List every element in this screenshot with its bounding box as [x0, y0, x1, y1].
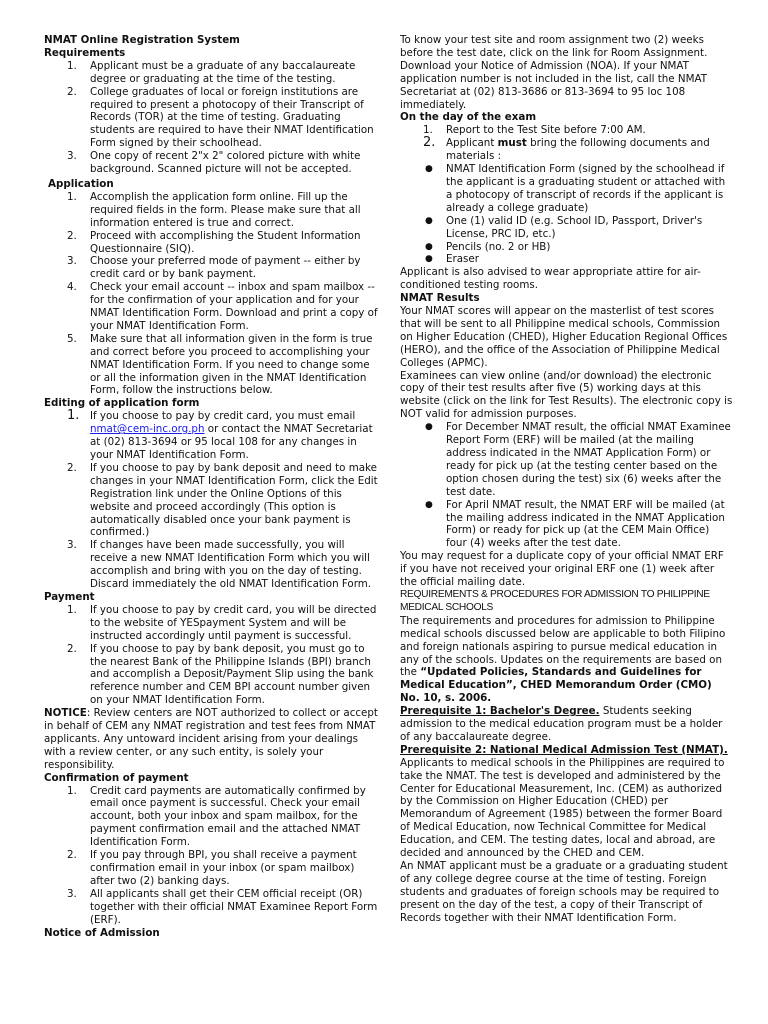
list-item: 1. If you choose to pay by credit card, you will be directed to the website of YESpayment System and will be instructed accordingly until payment is successful.	[67, 603, 377, 642]
list-item: 2. Applicant must bring the following documents and materials :	[423, 135, 710, 163]
requirements-heading: Requirements	[44, 46, 126, 59]
exam-day-list	[400, 124, 733, 163]
results-heading: NMAT Results	[400, 292, 480, 305]
notice-paragraph: NOTICE: Review centers are NOT authorized to collect or accept in behalf of CEM any NMAT registration and test fees from NMAT applicants. Any untoward incident arising from your dealings with a review center, or any such entity, is solely your responsibility.	[44, 707, 378, 771]
list-item: 3. One copy of recent 2"x 2" colored picture with white background. Scanned picture will not be accepted.	[67, 150, 361, 176]
list-item: 5. Make sure that all information given in the form is true and correct before you proceed to accomplishing your NMAT Identification Form. If you need to change some or all the information given in the NMAT Identification Form, follow the instructions below.	[67, 332, 373, 397]
list-item: 2. If you choose to pay by bank deposit and need to make changes in your NMAT Identification Form, click the Edit Registration link under the Online Options of this website and proceed accordingly (This option is automatically disabled once your bank payment is confirmed.)	[67, 461, 378, 539]
payment-list	[44, 604, 378, 707]
list-item: ● Eraser	[425, 253, 479, 266]
list-item: ● For April NMAT result, the NMAT ERF will be mailed (at the mailing address indicated in the NMAT Application Form) or ready for pick up (at the CEM Main Office) four (4) weeks after the test date.	[425, 498, 725, 550]
prerequisite-1: Prerequisite 1: Bachelor's Degree. Students seeking admission to the medical education program must be a holder of any baccalaureate degree.	[400, 705, 723, 743]
list-item: 2. If you choose to pay by bank deposit, you must go to the nearest Bank of the Philippine Islands (BPI) branch and accomplish a Deposit/Payment Slip using the bank reference number and CEM BPI account number given on your NMAT Identification Form.	[67, 642, 374, 707]
list-item: 3. Choose your preferred mode of payment -- either by credit card or by bank payment.	[67, 255, 361, 281]
list-item: ● NMAT Identification Form (signed by the schoolhead if the applicant is a graduating student or attached with a photocopy of transcript of records if the applicant is already a college graduate)	[425, 163, 726, 214]
list-item: ● One (1) valid ID (e.g. School ID, Passport, Driver's License, PRC ID, etc.)	[425, 214, 703, 240]
page-title: NMAT Online Registration System	[44, 34, 240, 46]
list-item: 4. Check your email account -- inbox and spam mailbox -- for the confirmation of your application and for your NMAT Identification Form. Download and print a copy of your NMAT Identification Form.	[67, 281, 378, 332]
payment-heading: Payment	[44, 590, 95, 603]
right-column	[400, 34, 733, 925]
list-item: 1. Applicant must be a graduate of any baccalaureate degree or graduating at the time of the testing.	[67, 59, 356, 85]
list-item: ● For December NMAT result, the official NMAT Examinee Report Form (ERF) will be mailed (at the mailing address indicated in the NMAT Application Form) or ready for pick up (at the testing center based on the option chosen during the test) six (6) weeks after the test date.	[425, 421, 731, 498]
list-item: 2. If you pay through BPI, you shall receive a payment confirmation email in your inbox (or spam mailbox) after two (2) banking days.	[67, 849, 357, 887]
list-item: 2. College graduates of local or foreign institutions are required to present a photocopy of their Transcript of Records (TOR) at the time of testing. Graduating students are required to have their NMAT Identification Form signed by their schoolhead.	[67, 85, 374, 150]
list-item: 1. If you choose to pay by credit card, you must email nmat@cem-inc.org.ph or contact the NMAT Secretariat at (02) 813-3694 or 95 local 108 for any changes in your NMAT Identification Form.	[67, 408, 373, 461]
list-item: 1. Report to the Test Site before 7:00 AM.	[423, 124, 646, 137]
list-item: 1. Accomplish the application form online. Fill up the required fields in the form. Please make sure that all information entered is true and correct.	[67, 190, 361, 229]
application-list	[44, 191, 378, 398]
left-column	[44, 34, 378, 939]
exam-day-heading: On the day of the exam	[400, 111, 537, 124]
list-item: 3. If changes have been made successfully, you will receive a new NMAT Identification Form which you will accomplish and bring with you on the day of testing. Discard immediately the old NMAT Identification Form.	[67, 539, 372, 591]
noa-heading: Notice of Admission	[44, 926, 160, 939]
confirmation-heading: Confirmation of payment	[44, 771, 189, 784]
attire-paragraph: Applicant is also advised to wear appropriate attire for air-conditioned testing rooms.	[400, 266, 701, 292]
prerequisite-2: Prerequisite 2: National Medical Admission Test (NMAT). Applicants to medical schools in the Philippines are required to take the NMAT. The test is developed and administered by the Center for Educational Measurement, Inc. (CEM) as authorized by the Commission on Higher Education (CHED) per Memorandum of Agreement (1985) between the former Board of Medical Education, now Technical Committee for Medical Education, and CEM. The testing dates, local and abroad, are decided and announced by the CHED and CEM.	[400, 743, 728, 860]
results-paragraph-2: Examinees can view online (and/or download) the electronic copy of their test results after five (5) working days at this website (click on the link for Test Results). The electronic copy is NOT valid for admission purposes.	[400, 369, 733, 421]
noa-paragraph: To know your test site and room assignment two (2) weeks before the test date, click on the link for Room Assignment. Download your Notice of Admission (NOA). If your NMAT application number is not included in the list, call the NMAT Secretariat at (02) 813-3686 or 813-3694 to 95 loc 108 immediately.	[400, 34, 708, 111]
admission-heading: REQUIREMENTS & PROCEDURES FOR ADMISSION TO PHILIPPINE MEDICAL SCHOOLS	[400, 588, 710, 613]
editing-list	[44, 410, 378, 591]
list-item: ● Pencils (no. 2 or HB)	[425, 240, 551, 253]
editing-heading: Editing of application form	[44, 397, 200, 410]
materials-list	[400, 163, 733, 266]
list-item: 2. Proceed with accomplishing the Student Information Questionnaire (SIQ).	[67, 229, 361, 255]
admission-paragraph-1: The requirements and procedures for admission to Philippine medical schools discussed below are applicable to both Filipino and foreign nationals aspiring to pursue medical education in any of the schools. Updates on the requirements are based on the “Updated Policies, Standards and Guidelines for Medical Education”, CHED Memorandum Order (CMO) No. 10, s. 2006.	[400, 614, 726, 705]
results-paragraph-3: You may request for a duplicate copy of your official NMAT ERF if you have not received your original ERF one (1) week after the official mailing date.	[400, 550, 724, 589]
list-item: 1. Credit card payments are automatically confirmed by email once payment is successful. Check your email account, both your inbox and spam mailbox, for the payment confirmation email and the attached NMAT Identification Form.	[67, 784, 366, 849]
confirmation-list	[44, 785, 378, 927]
requirements-list	[44, 60, 378, 176]
results-list	[400, 421, 733, 550]
list-item: 3. All applicants shall get their CEM official receipt (OR) together with their official NMAT Examinee Report Form (ERF).	[67, 887, 378, 926]
admission-paragraph-last: An NMAT applicant must be a graduate or a graduating student of any college degree course at the time of testing. Foreign students and graduates of foreign schools may be required to present on the day of the test, a copy of their Transcript of Records together with their NMAT Identification Form.	[400, 860, 728, 924]
email-link[interactable]: nmat@cem-inc.org.ph	[90, 423, 205, 436]
application-heading: Application	[48, 177, 114, 190]
results-paragraph-1: Your NMAT scores will appear on the masterlist of test scores that will be sent to all Philippine medical schools, Commission on Higher Education (CHED), Higher Education Regional Offices (HERO), and the office of the Association of Philippine Medical Colleges (APMC).	[400, 305, 728, 369]
